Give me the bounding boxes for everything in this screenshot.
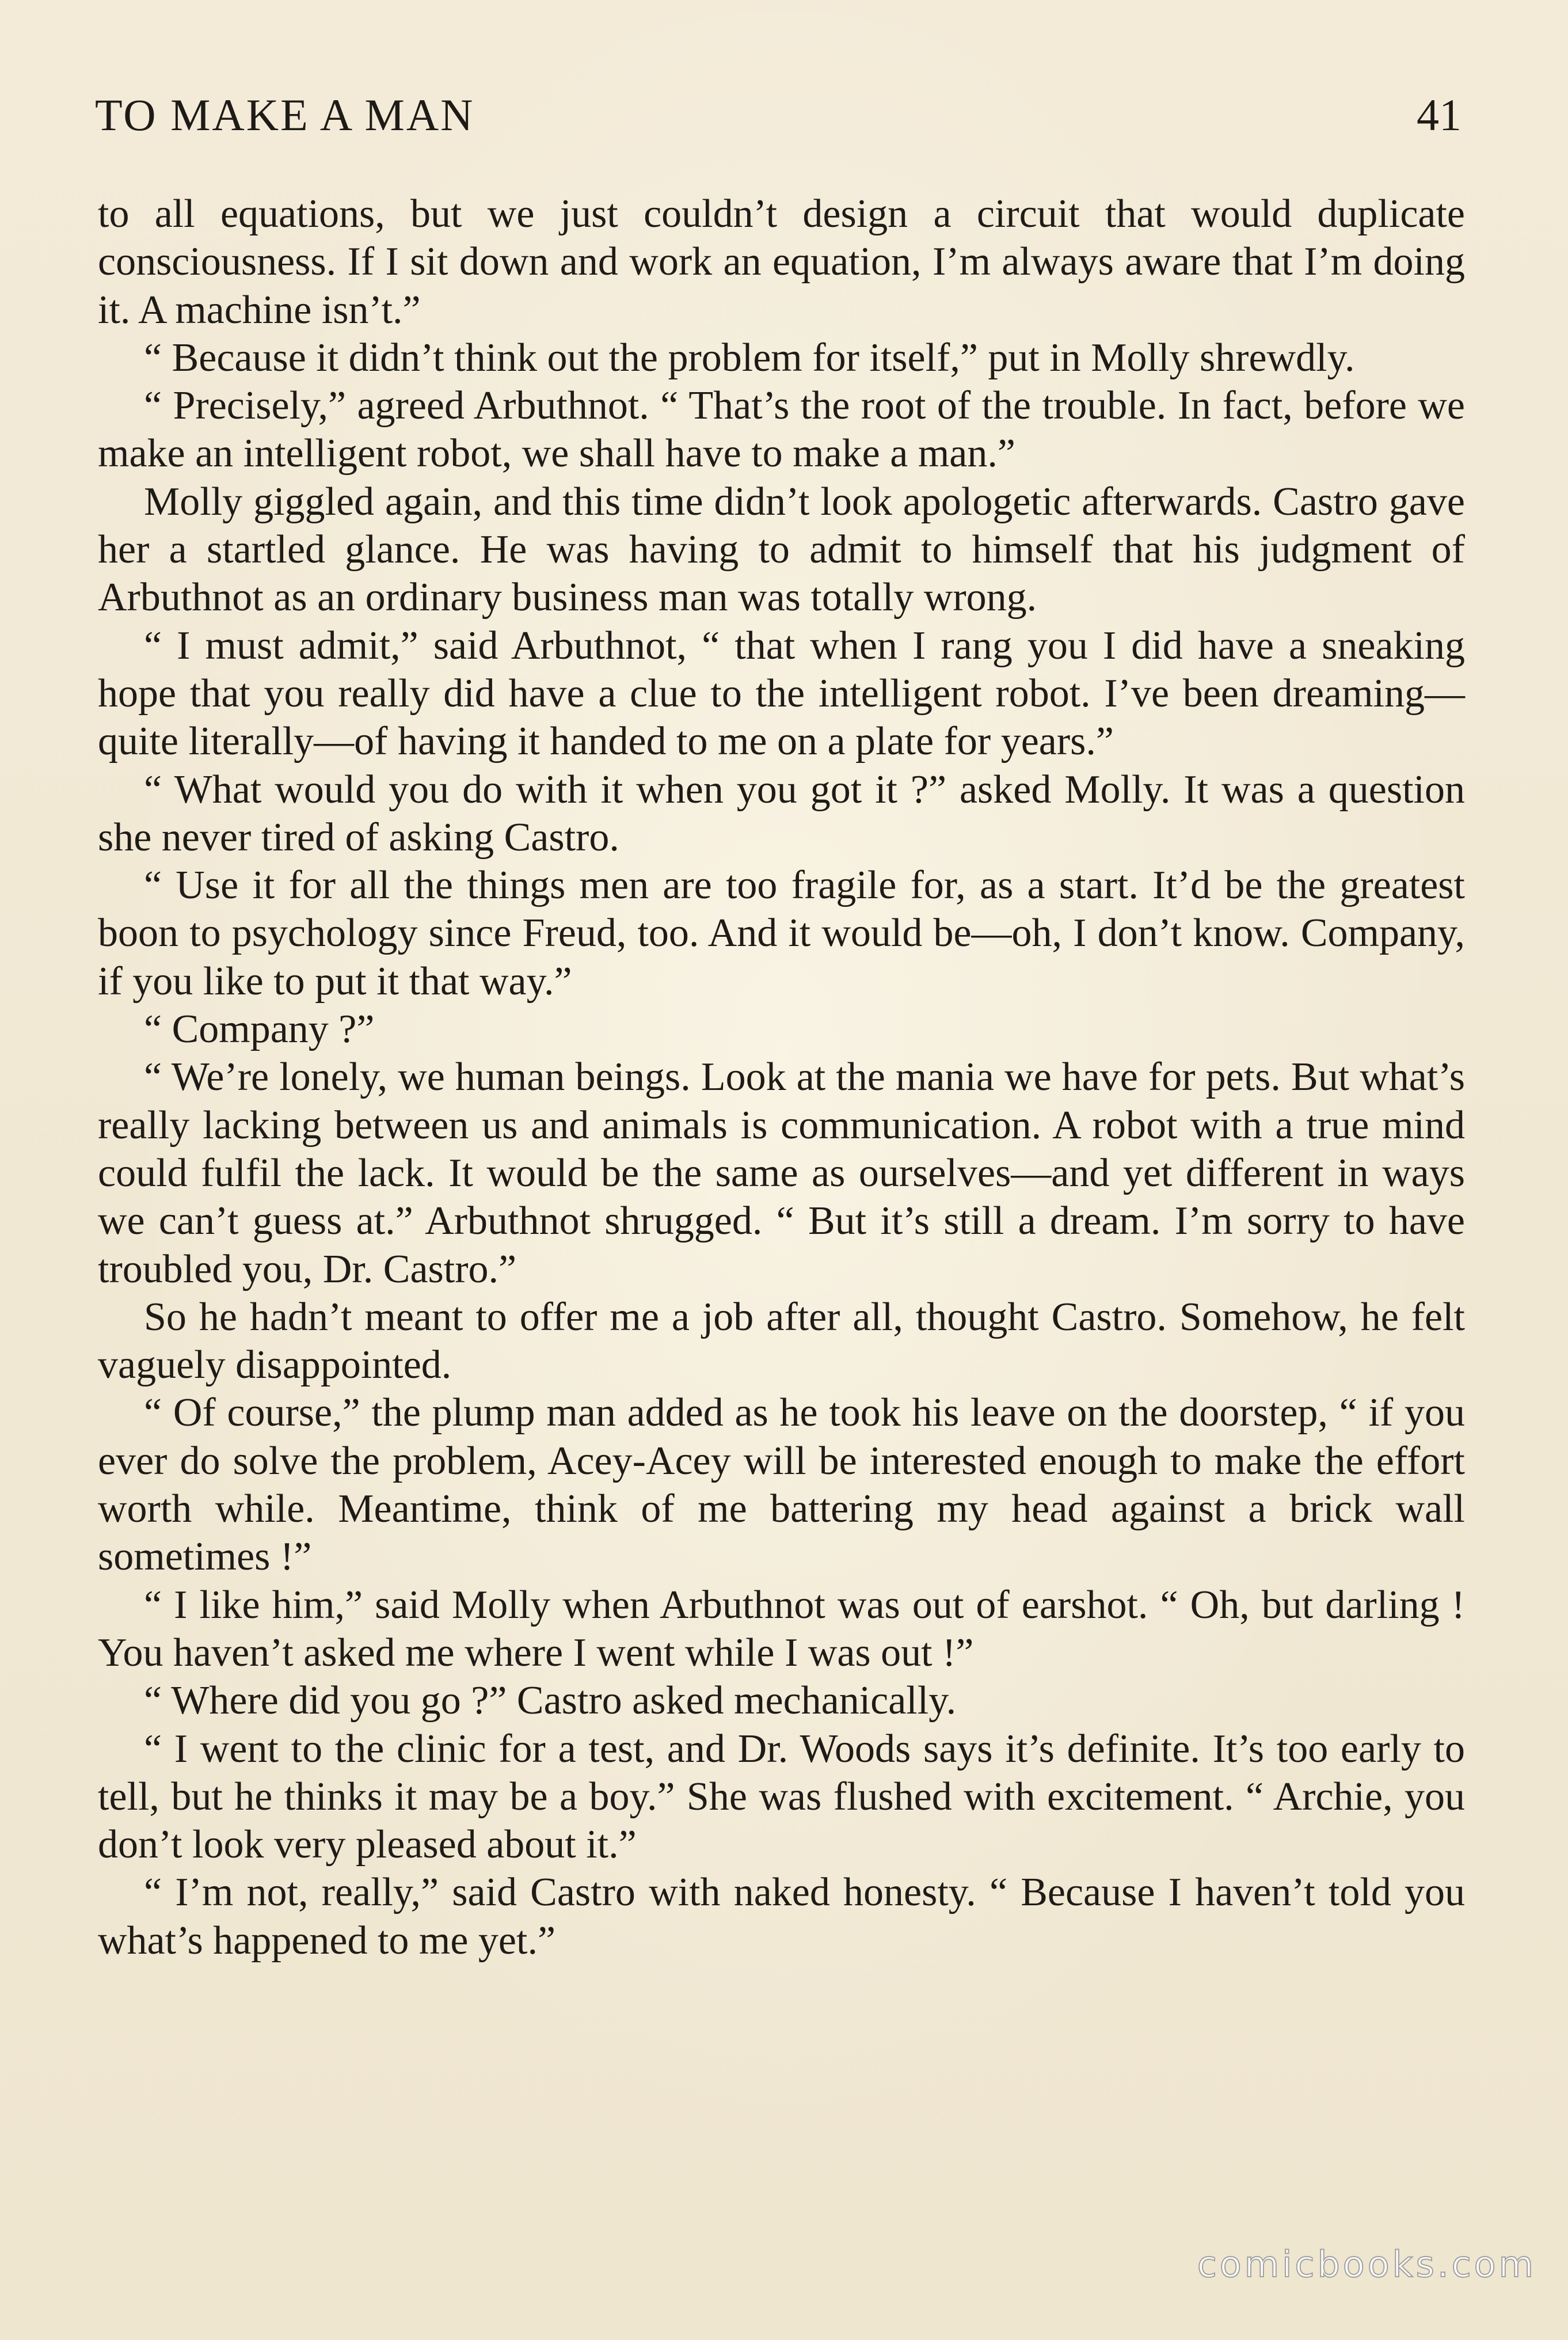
paragraph: “ I must admit,” said Arbuthnot, “ that when I rang you I did have a sneaking hope that you really did have a clue to the intelligent robot. I’ve been dreaming—quite literally—of having it handed to me on a plate for years.” [98,623,1465,764]
paragraph: “ Because it didn’t think out the problem for itself,” put in Molly shrewdly. [144,335,1355,380]
paragraph: “ Where did you go ?” Castro asked mechanically. [144,1678,957,1723]
paragraph: “ We’re lonely, we human beings. Look at the mania we have for pets. But what’s really lacking between us and animals is communication. A robot with a true mind could fulfil the lack. It would be the same as ourselves—and yet different in ways we can’t guess at.” Arbuthnot shrugged. “ But it’s still a dream. I’m sorry to have troubled you, Dr. Castro.” [98,1055,1465,1291]
paragraph: Molly giggled again, and this time didn’t look apologetic afterwards. Castro gave her a startled glance. He was having to admit to himself that his judgment of Arbuthnot as an ordinary business man was totally wrong. [98,479,1465,620]
paragraph: “ What would you do with it when you got it ?” asked Molly. It was a question she never tired of asking Castro. [98,767,1465,860]
running-head: TO MAKE A MAN [95,90,475,140]
paragraph: “ Use it for all the things men are too fragile for, as a start. It’d be the greatest boon to psychology since Freud, too. And it would be—oh, I don’t know. Company, if you like to put it that way.” [98,863,1465,1004]
body-text [98,190,1465,1965]
paragraph: “ I’m not, really,” said Castro with naked honesty. “ Because I haven’t told you what’s happened to me yet.” [98,1870,1465,1963]
paragraph: to all equations, but we just couldn’t design a circuit that would duplicate consciousness. If I sit down and work an equation, I’m always aware that I’m doing it. A machine isn’t.” [98,192,1465,332]
page-header [95,86,1462,144]
page-number: 41 [1417,90,1462,140]
watermark: comicbooks.com [1197,2243,1536,2285]
paragraph: “ Company ?” [144,1007,375,1052]
paragraph: So he hadn’t meant to offer me a job after all, thought Castro. Somehow, he felt vaguely disappointed. [98,1294,1465,1388]
paragraph: “ I like him,” said Molly when Arbuthnot was out of earshot. “ Oh, but darling ! You haven’t asked me where I went while I was out !” [98,1582,1465,1675]
paragraph: “ Of course,” the plump man added as he took his leave on the doorstep, “ if you ever do solve the problem, Acey-Acey will be interested enough to make the effort worth while. Meantime, think of me battering my head against a brick wall sometimes !” [98,1391,1465,1579]
paragraph: “ I went to the clinic for a test, and Dr. Woods says it’s definite. It’s too early to tell, but he thinks it may be a boy.” She was flushed with excitement. “ Archie, you don’t look very pleased about it.” [98,1726,1465,1867]
paragraph: “ Precisely,” agreed Arbuthnot. “ That’s the root of the trouble. In fact, before we make an intelligent robot, we shall have to make a man.” [98,383,1465,476]
